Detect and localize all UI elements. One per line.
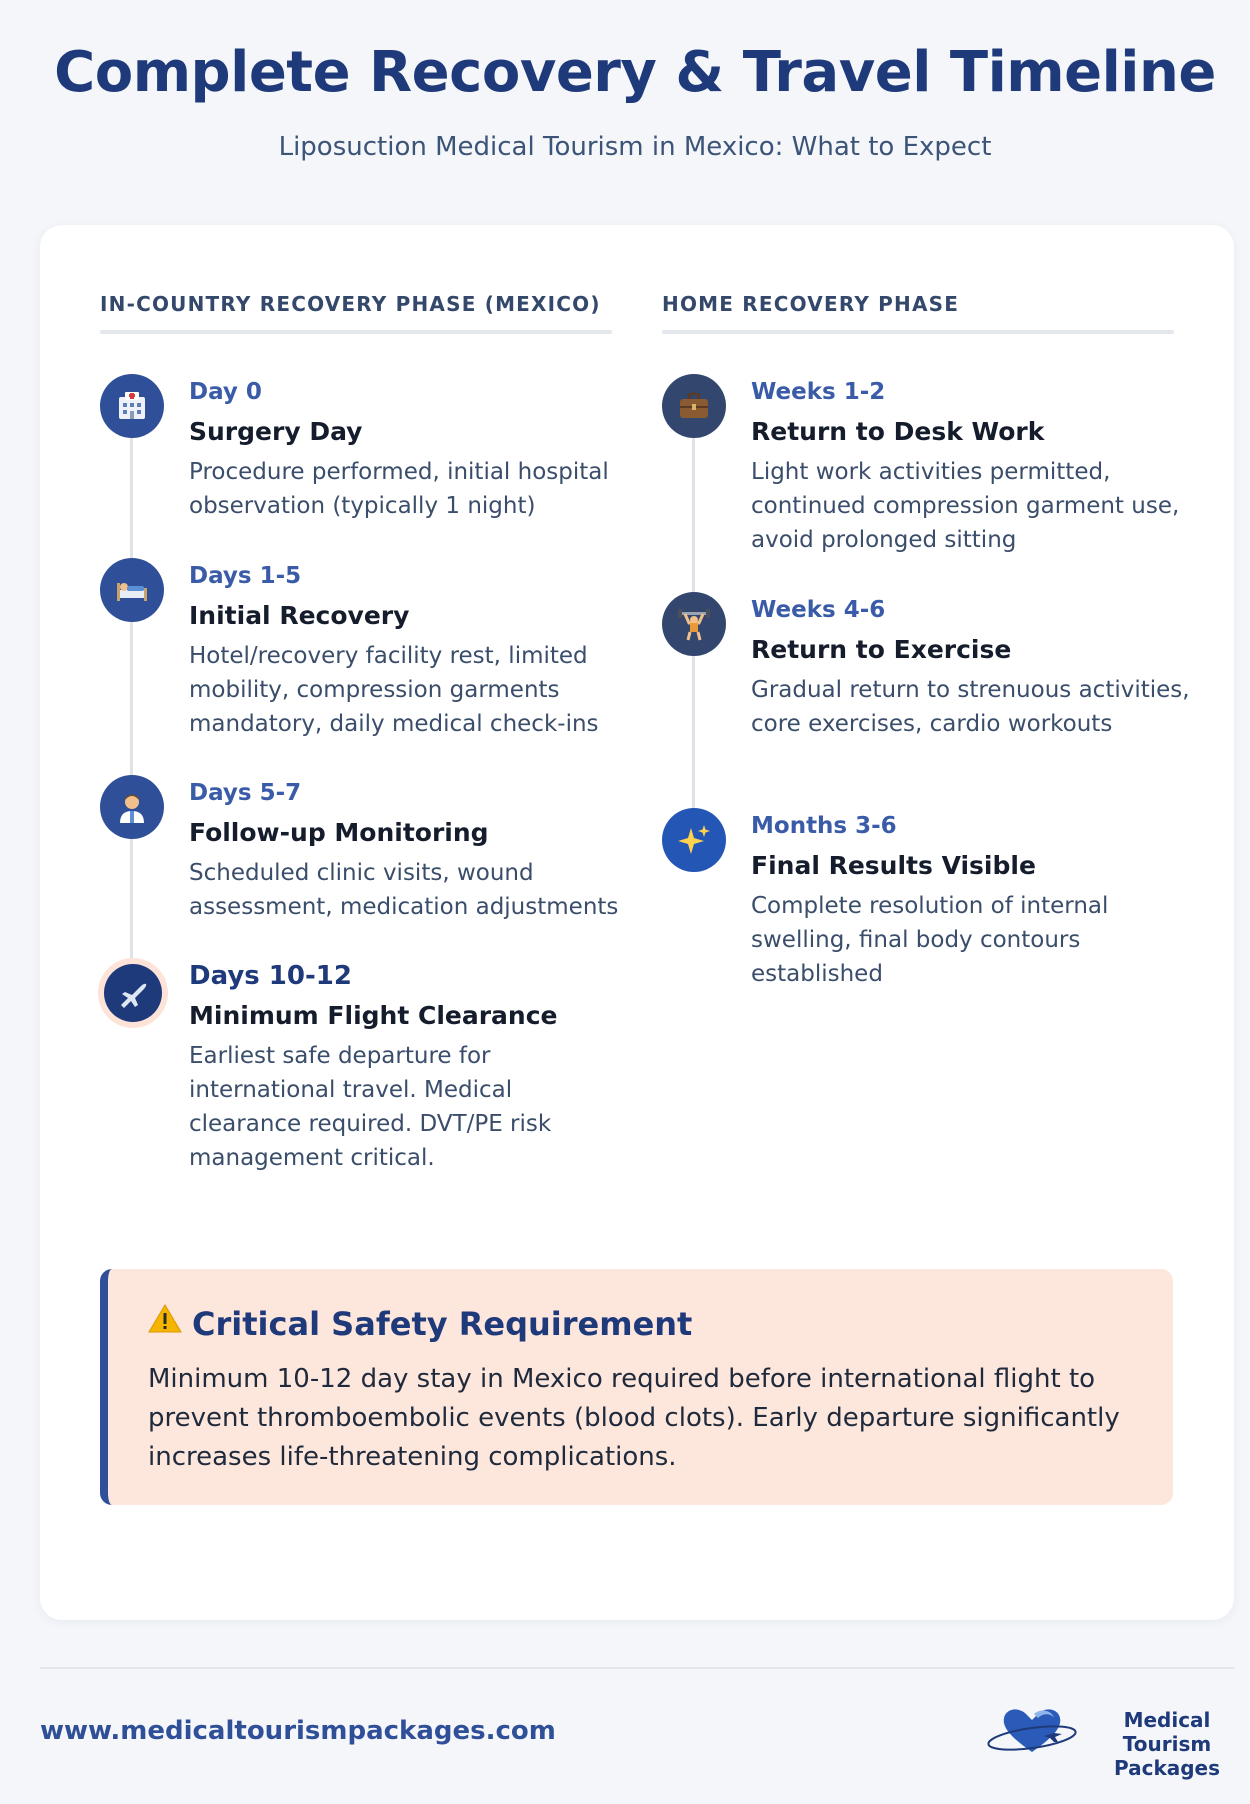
brand-name	[1082, 1708, 1250, 1780]
entry-description: Scheduled clinic visits, wound assessment, medication adjustments	[189, 860, 619, 920]
entry-label: Months 3-6	[751, 813, 897, 839]
brand-line-2: Packages	[1113, 1756, 1221, 1780]
timeline-entry-exercise	[751, 595, 1191, 741]
timeline-entry-initial-recovery	[189, 561, 619, 741]
bed-icon	[100, 558, 164, 622]
timeline-entry-final-results	[751, 811, 1191, 991]
in-country-divider	[100, 330, 612, 334]
entry-description: Hotel/recovery facility rest, limited mobility, compression garments mandatory, daily medical check-ins	[189, 643, 599, 737]
entry-label: Weeks 4-6	[751, 597, 886, 623]
heart-plane-logo-icon	[982, 1700, 1082, 1760]
weightlifter-icon	[662, 592, 726, 656]
timeline-entry-desk-work	[751, 377, 1191, 557]
entry-description: Complete resolution of internal swelling, final body contours established	[751, 893, 1109, 987]
entry-label: Day 0	[189, 379, 262, 405]
hospital-icon	[100, 374, 164, 438]
briefcase-icon	[662, 374, 726, 438]
warning-icon	[148, 1303, 182, 1344]
safety-title: Critical Safety Requirement	[192, 1304, 693, 1343]
entry-title: Final Results Visible	[751, 851, 1036, 880]
entry-description: Procedure performed, initial hospital observation (typically 1 night)	[189, 459, 609, 519]
footer-divider	[40, 1667, 1234, 1669]
entry-title: Follow-up Monitoring	[189, 818, 489, 847]
home-divider	[662, 330, 1174, 334]
entry-label: Days 10-12	[189, 961, 352, 991]
safety-text: Minimum 10-12 day stay in Mexico required before international flight to prevent thromboembolic events (blood clots). Early departure significantly increases life-threatening complications.	[148, 1364, 1120, 1472]
brand-logo	[982, 1700, 1250, 1780]
home-heading: HOME RECOVERY PHASE	[662, 292, 960, 316]
entry-description: Light work activities permitted, continued compression garment use, avoid prolonged sitting	[751, 459, 1180, 553]
safety-callout	[100, 1269, 1173, 1505]
entry-description: Earliest safe departure for international travel. Medical clearance required. DVT/PE risk management critical.	[189, 1043, 552, 1171]
timeline-entry-surgery-day	[189, 377, 619, 523]
page-subtitle: Liposuction Medical Tourism in Mexico: What to Expect	[278, 132, 992, 162]
footer-website-link[interactable]: www.medicaltourismpackages.com	[40, 1716, 556, 1746]
entry-title: Initial Recovery	[189, 601, 410, 630]
timeline-entry-flight-clearance	[189, 961, 619, 1175]
sparkles-icon	[662, 808, 726, 872]
timeline-entry-follow-up	[189, 778, 619, 924]
entry-label: Weeks 1-2	[751, 379, 886, 405]
safety-heading	[148, 1303, 1133, 1344]
entry-title: Return to Exercise	[751, 635, 1012, 664]
brand-line-1: Medical Tourism	[1122, 1708, 1212, 1756]
entry-title: Minimum Flight Clearance	[189, 1001, 558, 1030]
in-country-heading: IN-COUNTRY RECOVERY PHASE (MEXICO)	[100, 292, 601, 316]
entry-label: Days 1-5	[189, 563, 302, 589]
page-title: Complete Recovery & Travel Timeline	[54, 40, 1216, 105]
entry-title: Return to Desk Work	[751, 417, 1045, 446]
entry-title: Surgery Day	[189, 417, 363, 446]
airplane-icon	[104, 964, 162, 1022]
entry-label: Days 5-7	[189, 780, 302, 806]
entry-description: Gradual return to strenuous activities, core exercises, cardio workouts	[751, 677, 1190, 737]
doctor-icon	[100, 775, 164, 839]
in-country-timeline-line	[130, 406, 133, 976]
